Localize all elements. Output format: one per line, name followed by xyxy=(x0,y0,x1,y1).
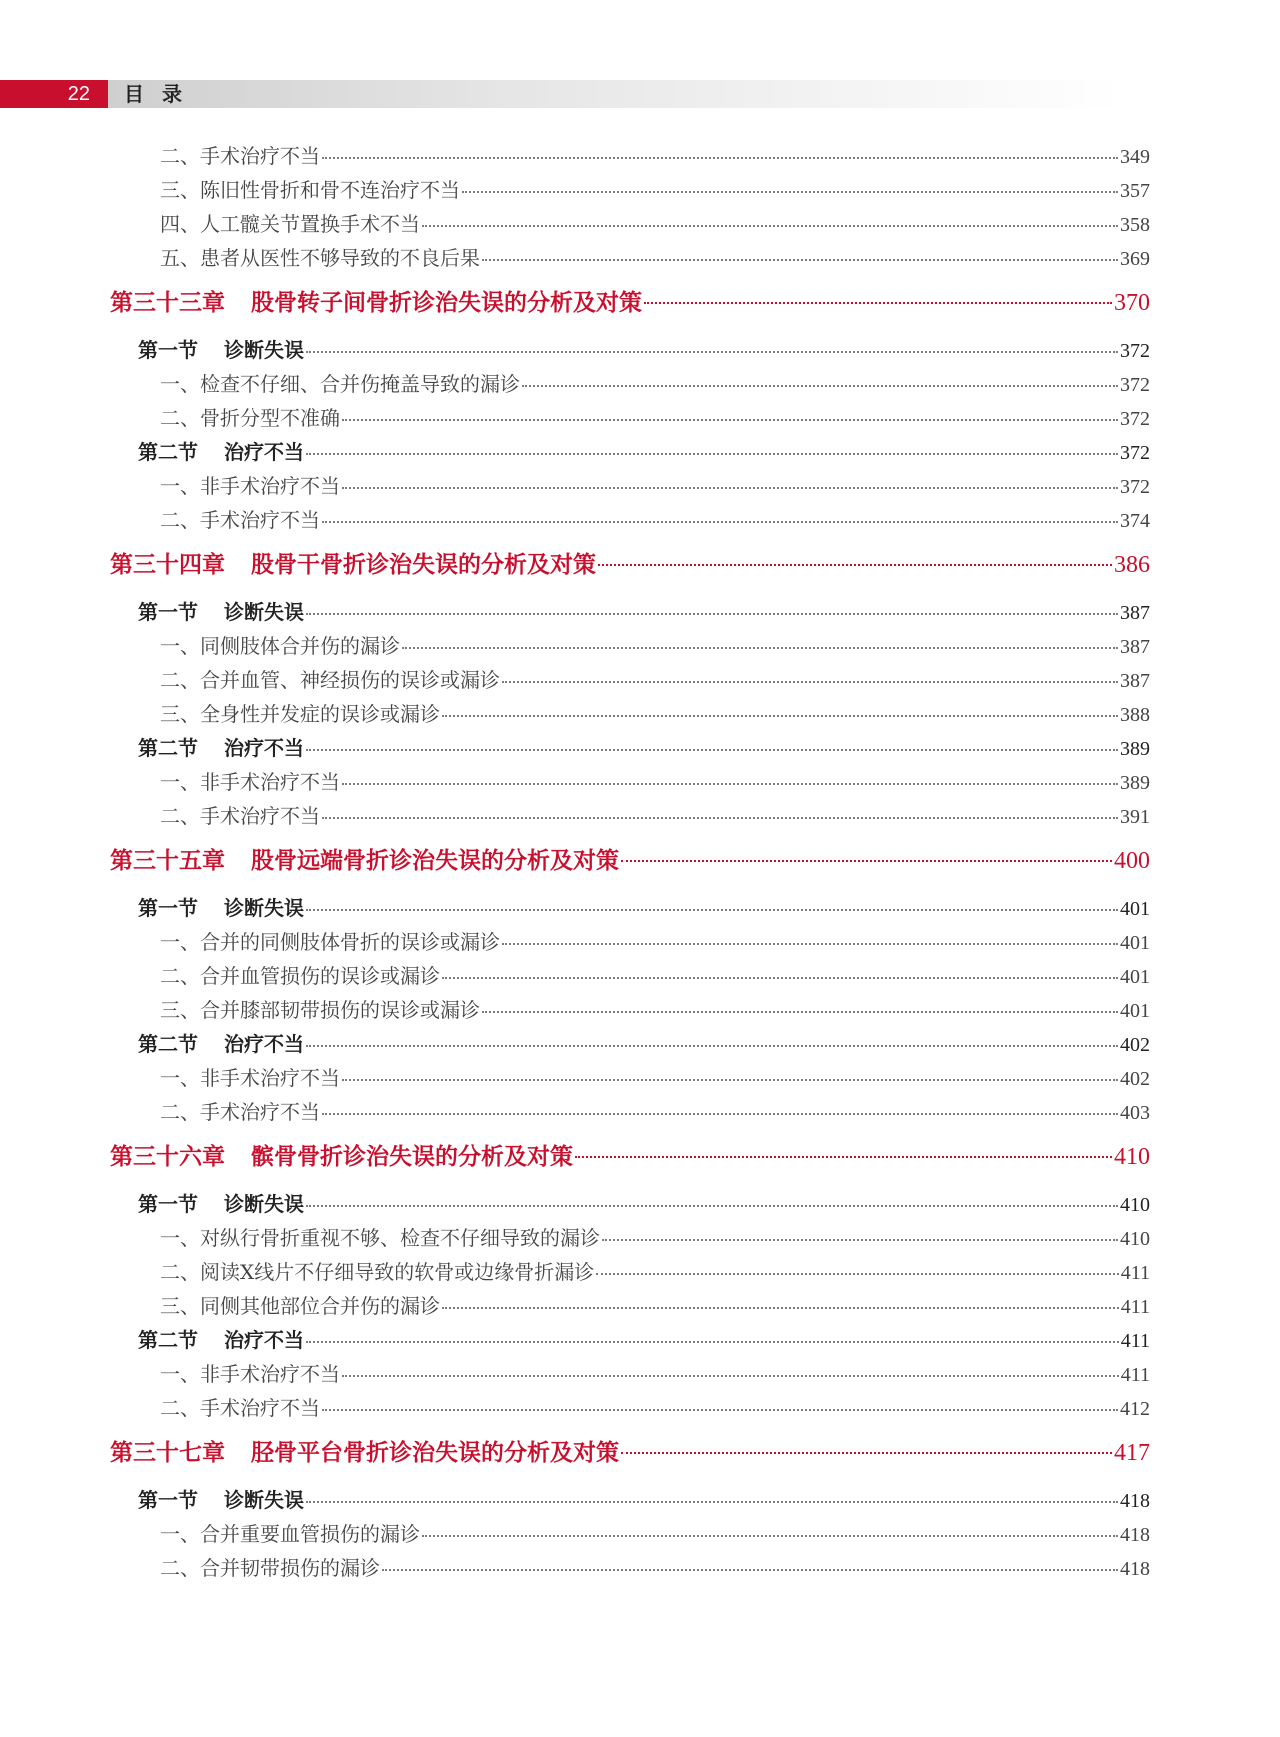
toc-item-title: 二、手术治疗不当 xyxy=(160,1396,320,1420)
dot-leader xyxy=(342,487,1118,489)
toc-item-title: 一、非手术治疗不当 xyxy=(160,770,340,794)
section-heading xyxy=(138,1324,304,1353)
chapter-heading xyxy=(110,1434,619,1467)
toc-item-title: 二、手术治疗不当 xyxy=(160,508,320,532)
dot-leader xyxy=(306,909,1118,911)
page-number-ref: 372 xyxy=(1120,374,1150,396)
section-title: 治疗不当 xyxy=(224,440,304,464)
chapter-title: 股骨远端骨折诊治失误的分析及对策 xyxy=(251,848,619,874)
toc-section[interactable] xyxy=(138,1028,1150,1057)
chapter-title: 股骨转子间骨折诊治失误的分析及对策 xyxy=(251,290,642,316)
dot-leader xyxy=(596,1273,1118,1275)
page-number-ref: 418 xyxy=(1120,1490,1150,1512)
page-number-ref: 370 xyxy=(1114,290,1150,316)
toc-item-title: 二、手术治疗不当 xyxy=(160,144,320,168)
section-number: 第二节 xyxy=(138,736,198,760)
section-number: 第一节 xyxy=(138,338,198,362)
section-number: 第二节 xyxy=(138,1328,198,1352)
page-number-ref: 357 xyxy=(1120,180,1150,202)
toc-section[interactable] xyxy=(138,1484,1150,1513)
toc-item[interactable] xyxy=(160,698,1150,727)
section-title: 治疗不当 xyxy=(224,1328,304,1352)
toc-item-title: 二、手术治疗不当 xyxy=(160,1100,320,1124)
section-heading xyxy=(138,1028,304,1057)
dot-leader xyxy=(644,302,1112,304)
dot-leader xyxy=(502,681,1118,683)
toc-item-title: 一、同侧肢体合并伤的漏诊 xyxy=(160,634,400,658)
page-number-ref: 401 xyxy=(1120,898,1150,920)
page-number-ref: 387 xyxy=(1120,670,1150,692)
page-number-ref: 403 xyxy=(1120,1102,1150,1124)
toc-item-title: 一、对纵行骨折重视不够、检查不仔细导致的漏诊 xyxy=(160,1226,600,1250)
page-number-ref: 389 xyxy=(1120,772,1150,794)
toc-item[interactable] xyxy=(160,1518,1150,1547)
toc-chapter[interactable] xyxy=(110,284,1150,317)
dot-leader xyxy=(382,1569,1118,1571)
dot-leader xyxy=(322,521,1118,523)
page-number-ref: 372 xyxy=(1120,340,1150,362)
page-number-ref: 389 xyxy=(1120,738,1150,760)
page-number-ref: 418 xyxy=(1120,1558,1150,1580)
dot-leader xyxy=(306,453,1118,455)
toc-item[interactable] xyxy=(160,1222,1150,1251)
page-number-ref: 411 xyxy=(1120,1364,1150,1386)
dot-leader xyxy=(402,647,1118,649)
page-number-ref: 388 xyxy=(1120,704,1150,726)
dot-leader xyxy=(621,1452,1112,1454)
toc-section[interactable] xyxy=(138,1324,1150,1353)
page-number-ref: 387 xyxy=(1120,636,1150,658)
toc-item[interactable] xyxy=(160,1290,1150,1319)
section-title: 诊断失误 xyxy=(224,600,304,624)
dot-leader xyxy=(482,1011,1118,1013)
chapter-title: 胫骨平台骨折诊治失误的分析及对策 xyxy=(251,1440,619,1466)
section-title: 治疗不当 xyxy=(224,1032,304,1056)
dot-leader xyxy=(342,783,1118,785)
dot-leader xyxy=(342,1375,1119,1377)
toc-item-title: 二、阅读X线片不仔细导致的软骨或边缘骨折漏诊 xyxy=(160,1260,595,1284)
dot-leader xyxy=(522,385,1118,387)
toc-chapter[interactable] xyxy=(110,1138,1150,1171)
dot-leader xyxy=(306,749,1118,751)
dot-leader xyxy=(342,419,1118,421)
toc-section[interactable] xyxy=(138,596,1150,625)
section-heading xyxy=(138,892,304,921)
page-number-ref: 401 xyxy=(1120,932,1150,954)
dot-leader xyxy=(621,860,1112,862)
page-number-ref: 349 xyxy=(1120,146,1150,168)
page-number-ref: 372 xyxy=(1120,476,1150,498)
dot-leader xyxy=(306,1501,1118,1503)
chapter-number: 第三十四章 xyxy=(110,552,225,578)
page-number-ref: 400 xyxy=(1114,848,1150,874)
toc-item-title: 二、骨折分型不准确 xyxy=(160,406,340,430)
chapter-heading xyxy=(110,546,596,579)
chapter-number: 第三十六章 xyxy=(110,1144,225,1170)
section-heading xyxy=(138,1484,304,1513)
page-number-ref: 401 xyxy=(1120,1000,1150,1022)
dot-leader xyxy=(598,564,1112,566)
toc-item[interactable] xyxy=(160,402,1150,431)
dot-leader xyxy=(442,1307,1119,1309)
toc-chapter[interactable] xyxy=(110,546,1150,579)
chapter-heading xyxy=(110,284,642,317)
toc-section[interactable] xyxy=(138,334,1150,363)
toc-section[interactable] xyxy=(138,436,1150,465)
page-number-ref: 410 xyxy=(1114,1144,1150,1170)
dot-leader xyxy=(502,943,1118,945)
page-number-ref: 402 xyxy=(1120,1068,1150,1090)
page-number: 22 xyxy=(0,80,108,108)
dot-leader xyxy=(575,1156,1112,1158)
page-number-ref: 372 xyxy=(1120,442,1150,464)
dot-leader xyxy=(306,1341,1119,1343)
page-number-ref: 402 xyxy=(1120,1034,1150,1056)
section-heading xyxy=(138,1188,304,1217)
page-number-ref: 410 xyxy=(1120,1194,1150,1216)
page-number-ref: 369 xyxy=(1120,248,1150,270)
section-title: 诊断失误 xyxy=(224,1488,304,1512)
toc-item-title: 二、合并血管损伤的误诊或漏诊 xyxy=(160,964,440,988)
section-title: 治疗不当 xyxy=(224,736,304,760)
dot-leader xyxy=(322,157,1118,159)
page-number-ref: 391 xyxy=(1120,806,1150,828)
toc-item-title: 三、合并膝部韧带损伤的误诊或漏诊 xyxy=(160,998,480,1022)
toc-item[interactable] xyxy=(160,470,1150,499)
page-number-ref: 386 xyxy=(1114,552,1150,578)
page-number-ref: 411 xyxy=(1120,1262,1150,1284)
page-number-ref: 401 xyxy=(1120,966,1150,988)
toc-item[interactable] xyxy=(160,994,1150,1023)
toc-item[interactable] xyxy=(160,1552,1150,1581)
toc-chapter[interactable] xyxy=(110,1434,1150,1467)
dot-leader xyxy=(322,817,1118,819)
page-number-ref: 417 xyxy=(1114,1440,1150,1466)
toc-item[interactable] xyxy=(160,174,1150,203)
chapter-number: 第三十三章 xyxy=(110,290,225,316)
toc-chapter[interactable] xyxy=(110,842,1150,875)
toc-item[interactable] xyxy=(160,208,1150,237)
toc-item[interactable] xyxy=(160,242,1150,271)
dot-leader xyxy=(462,191,1118,193)
toc-item[interactable] xyxy=(160,1096,1150,1125)
dot-leader xyxy=(442,715,1118,717)
dot-leader xyxy=(306,1205,1118,1207)
dot-leader xyxy=(602,1239,1118,1241)
toc-item-title: 二、合并血管、神经损伤的误诊或漏诊 xyxy=(160,668,500,692)
toc-section[interactable] xyxy=(138,1188,1150,1217)
toc-item[interactable] xyxy=(160,926,1150,955)
page-number-ref: 411 xyxy=(1120,1296,1150,1318)
page-number-ref: 358 xyxy=(1120,214,1150,236)
toc-item-title: 一、非手术治疗不当 xyxy=(160,1362,340,1386)
toc-item[interactable] xyxy=(160,960,1150,989)
chapter-title: 股骨干骨折诊治失误的分析及对策 xyxy=(251,552,596,578)
toc-item[interactable] xyxy=(160,140,1150,169)
dot-leader xyxy=(442,977,1118,979)
dot-leader xyxy=(322,1113,1118,1115)
toc-section[interactable] xyxy=(138,732,1150,761)
toc-item-title: 一、非手术治疗不当 xyxy=(160,474,340,498)
toc-item-title: 四、人工髋关节置换手术不当 xyxy=(160,212,420,236)
dot-leader xyxy=(342,1079,1118,1081)
chapter-number: 第三十七章 xyxy=(110,1440,225,1466)
dot-leader xyxy=(422,1535,1118,1537)
dot-leader xyxy=(306,351,1118,353)
page-number-ref: 411 xyxy=(1120,1330,1150,1352)
toc-item[interactable] xyxy=(160,664,1150,693)
dot-leader xyxy=(306,1045,1118,1047)
page-number-ref: 387 xyxy=(1120,602,1150,624)
section-number: 第一节 xyxy=(138,600,198,624)
toc-item[interactable] xyxy=(160,766,1150,795)
dot-leader xyxy=(422,225,1118,227)
toc-item-title: 二、手术治疗不当 xyxy=(160,804,320,828)
chapter-number: 第三十五章 xyxy=(110,848,225,874)
page-number-ref: 412 xyxy=(1120,1398,1150,1420)
toc-item-title: 三、陈旧性骨折和骨不连治疗不当 xyxy=(160,178,460,202)
page-number-ref: 372 xyxy=(1120,408,1150,430)
toc-item-title: 一、合并重要血管损伤的漏诊 xyxy=(160,1522,420,1546)
section-heading xyxy=(138,596,304,625)
toc-item-title: 三、全身性并发症的误诊或漏诊 xyxy=(160,702,440,726)
section-number: 第二节 xyxy=(138,1032,198,1056)
section-number: 第二节 xyxy=(138,440,198,464)
page-title: 目录 xyxy=(124,82,200,106)
page-number-ref: 410 xyxy=(1120,1228,1150,1250)
toc-item-title: 三、同侧其他部位合并伤的漏诊 xyxy=(160,1294,440,1318)
chapter-title: 髌骨骨折诊治失误的分析及对策 xyxy=(251,1144,573,1170)
section-number: 第一节 xyxy=(138,1488,198,1512)
section-heading xyxy=(138,436,304,465)
toc-item[interactable] xyxy=(160,1358,1150,1387)
toc-item[interactable] xyxy=(160,630,1150,659)
section-number: 第一节 xyxy=(138,896,198,920)
toc-item[interactable] xyxy=(160,1062,1150,1091)
page-number-ref: 418 xyxy=(1120,1524,1150,1546)
section-heading xyxy=(138,334,304,363)
toc-section[interactable] xyxy=(138,892,1150,921)
toc-item[interactable] xyxy=(160,800,1150,829)
toc-item-title: 二、合并韧带损伤的漏诊 xyxy=(160,1556,380,1580)
toc-item[interactable] xyxy=(160,1256,1150,1285)
section-heading xyxy=(138,732,304,761)
page-number-ref: 374 xyxy=(1120,510,1150,532)
dot-leader xyxy=(322,1409,1118,1411)
toc-item[interactable] xyxy=(160,368,1150,397)
toc-item-title: 五、患者从医性不够导致的不良后果 xyxy=(160,246,480,270)
toc-item-title: 一、非手术治疗不当 xyxy=(160,1066,340,1090)
chapter-heading xyxy=(110,1138,573,1171)
section-number: 第一节 xyxy=(138,1192,198,1216)
toc-item[interactable] xyxy=(160,504,1150,533)
dot-leader xyxy=(482,259,1118,261)
toc-item-title: 一、检查不仔细、合并伤掩盖导致的漏诊 xyxy=(160,372,520,396)
toc-item[interactable] xyxy=(160,1392,1150,1421)
section-title: 诊断失误 xyxy=(224,896,304,920)
section-title: 诊断失误 xyxy=(224,338,304,362)
chapter-heading xyxy=(110,842,619,875)
dot-leader xyxy=(306,613,1118,615)
section-title: 诊断失误 xyxy=(224,1192,304,1216)
toc-item-title: 一、合并的同侧肢体骨折的误诊或漏诊 xyxy=(160,930,500,954)
